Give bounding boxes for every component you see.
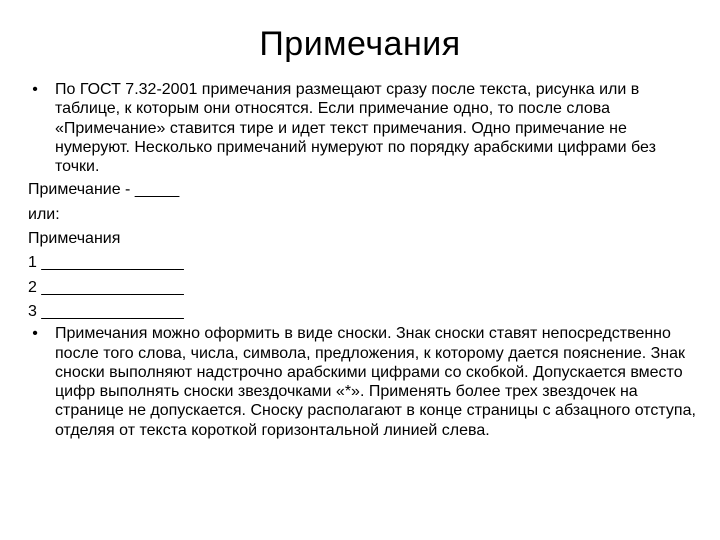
bullet-text-footnotes: Примечания можно оформить в виде сноски. Знак сноски ставят непосредственно после того слова, числа, символа, предложения, к которому дается пояснение. Знак сноски выполняют надстрочно арабскими цифрами со скобкой. Допускается вместо цифр выполнять сноски звездочками «*». Применять более трех звездочек на странице не допускается. Сноску располагают в конце страницы с абзацного отступа, отделяя от текста короткой горизонтальной линией слева. xyxy=(55,325,696,439)
notes-heading-example: Примечания xyxy=(28,230,121,248)
or-label: или: xyxy=(28,205,60,223)
bullet-icon: • xyxy=(32,81,38,98)
bullet-icon: • xyxy=(32,325,38,343)
slide-content xyxy=(28,80,696,440)
bullet-item-gost-notes xyxy=(28,80,696,176)
notes-example-block xyxy=(28,178,696,324)
note-line-1: 1 ________________ xyxy=(28,254,184,272)
slide-title: Примечания xyxy=(259,25,461,63)
note-line-2: 2 ________________ xyxy=(28,278,184,296)
bullet-item-footnotes xyxy=(28,324,696,440)
single-note-example: Примечание - _____ xyxy=(28,181,180,199)
note-line-3: 3 ________________ xyxy=(28,302,184,320)
bullet-text-gost-notes: По ГОСТ 7.32-2001 примечания размещают сразу после текста, рисунка или в таблице, к которым они относятся. Если примечание одно, то после слова «Примечание» ставится тире и идет текст примечания. Одно примечание не нумеруют. Несколько примечаний нумеруют по порядку арабскими цифрами без точки. xyxy=(55,81,656,176)
